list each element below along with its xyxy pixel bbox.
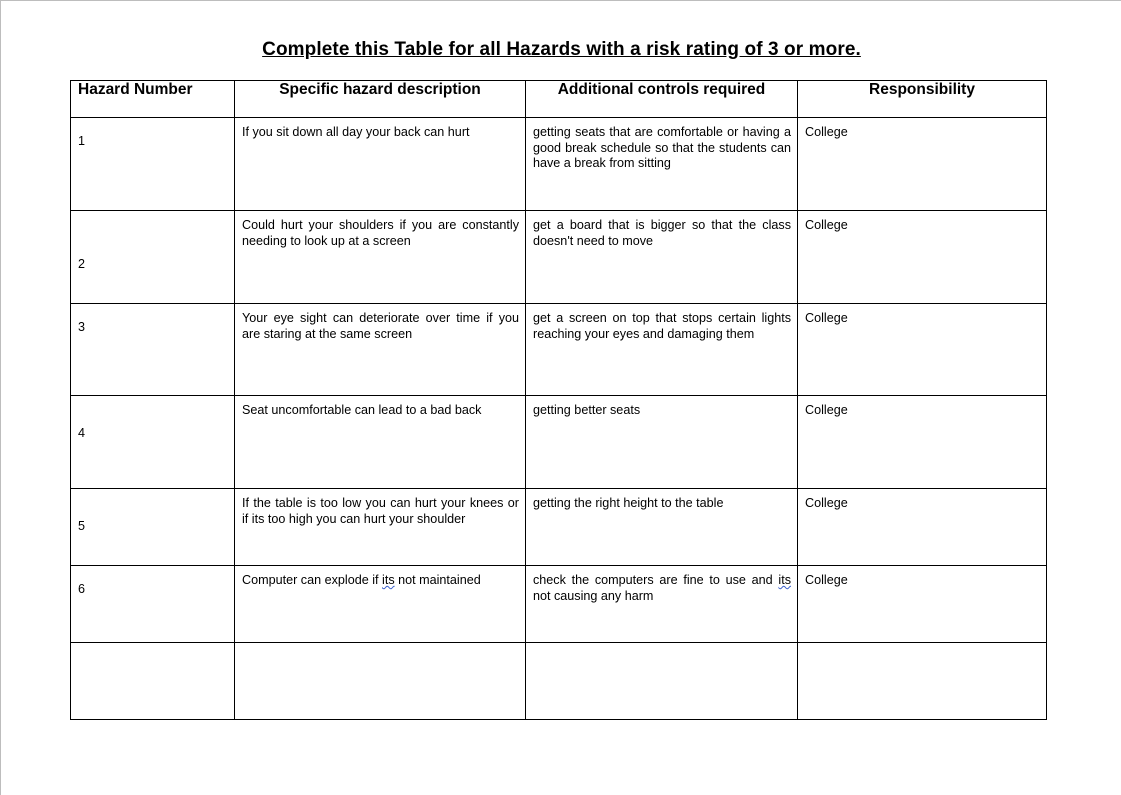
hazard-description: Could hurt your shoulders if you are constantly needing to look up at a screen (242, 218, 519, 248)
controls-cell (526, 566, 798, 643)
hazard-number-cell (71, 489, 235, 566)
additional-controls: getting the right height to the table (533, 496, 724, 510)
responsibility-cell (798, 211, 1047, 304)
controls-cell (526, 304, 798, 396)
responsibility: College (805, 125, 848, 139)
responsibility-cell (798, 566, 1047, 643)
hazard-table (70, 80, 1047, 720)
hazard-number-cell (71, 643, 235, 720)
hazard-number: 2 (78, 257, 86, 271)
hazard-description: If the table is too low you can hurt your knees or if its too high you can hurt your shoulder (242, 496, 519, 526)
hazard-number-cell (71, 211, 235, 304)
controls-text: check the computers are fine to use and (533, 573, 779, 587)
table-row (71, 396, 1047, 489)
responsibility: College (805, 311, 848, 325)
responsibility: College (805, 573, 848, 587)
header-responsibility: Responsibility (798, 81, 1047, 118)
hazard-number: 1 (78, 134, 86, 148)
hazard-description: Your eye sight can deteriorate over time if you are staring at the same screen (242, 311, 519, 341)
responsibility: College (805, 496, 848, 510)
spellcheck-flagged-word[interactable]: its (778, 573, 791, 587)
responsibility-cell (798, 304, 1047, 396)
hazard-number-cell (71, 118, 235, 211)
hazard-description (235, 643, 525, 650)
hazard-description-cell (235, 304, 526, 396)
hazard-number: 4 (78, 426, 86, 440)
hazard-number: 5 (78, 519, 86, 533)
hazard-description-cell (235, 396, 526, 489)
additional-controls: get a board that is bigger so that the class doesn't need to move (533, 218, 791, 248)
hazard-description-cell (235, 489, 526, 566)
header-hazard-description: Specific hazard description (235, 81, 526, 118)
hazard-number-cell (71, 396, 235, 489)
additional-controls (526, 643, 797, 650)
hazard-description-text: not maintained (394, 573, 481, 587)
responsibility: College (805, 403, 848, 417)
additional-controls: getting seats that are comfortable or having a good break schedule so that the students can have a break from sitting (533, 125, 791, 170)
hazard-description-text: Computer can explode if (242, 573, 383, 587)
responsibility-cell (798, 489, 1047, 566)
hazard-description-cell (235, 118, 526, 211)
table-row (71, 211, 1047, 304)
responsibility-cell (798, 396, 1047, 489)
hazard-description: Seat uncomfortable can lead to a bad back (242, 403, 482, 417)
hazard-description: If you sit down all day your back can hurt (242, 125, 470, 139)
controls-text: not causing any harm (533, 588, 654, 603)
hazard-description-cell (235, 643, 526, 720)
header-hazard-number: Hazard Number (71, 81, 235, 118)
hazard-number: 6 (78, 582, 86, 596)
controls-cell (526, 643, 798, 720)
hazard-number-cell (71, 304, 235, 396)
hazard-number: 3 (78, 320, 86, 334)
table-row (71, 489, 1047, 566)
page-title: Complete this Table for all Hazards with a risk rating of 3 or more. (262, 39, 861, 60)
additional-controls: getting better seats (533, 403, 641, 417)
controls-cell (526, 396, 798, 489)
responsibility-cell (798, 118, 1047, 211)
table-row (71, 304, 1047, 396)
table-row (71, 118, 1047, 211)
table-row (71, 566, 1047, 643)
responsibility: College (805, 218, 848, 232)
additional-controls: get a screen on top that stops certain lights reaching your eyes and damaging them (533, 311, 791, 341)
hazard-description-cell (235, 211, 526, 304)
table-header-row (71, 81, 1047, 118)
hazard-number-cell (71, 566, 235, 643)
controls-cell (526, 118, 798, 211)
controls-cell (526, 489, 798, 566)
hazard-description (235, 566, 525, 589)
header-additional-controls: Additional controls required (526, 81, 798, 118)
hazard-description-cell (235, 566, 526, 643)
controls-cell (526, 211, 798, 304)
responsibility-cell (798, 643, 1047, 720)
table-row (71, 643, 1047, 720)
spellcheck-flagged-word[interactable]: its (382, 573, 395, 587)
additional-controls (526, 566, 797, 604)
responsibility (798, 643, 1046, 650)
